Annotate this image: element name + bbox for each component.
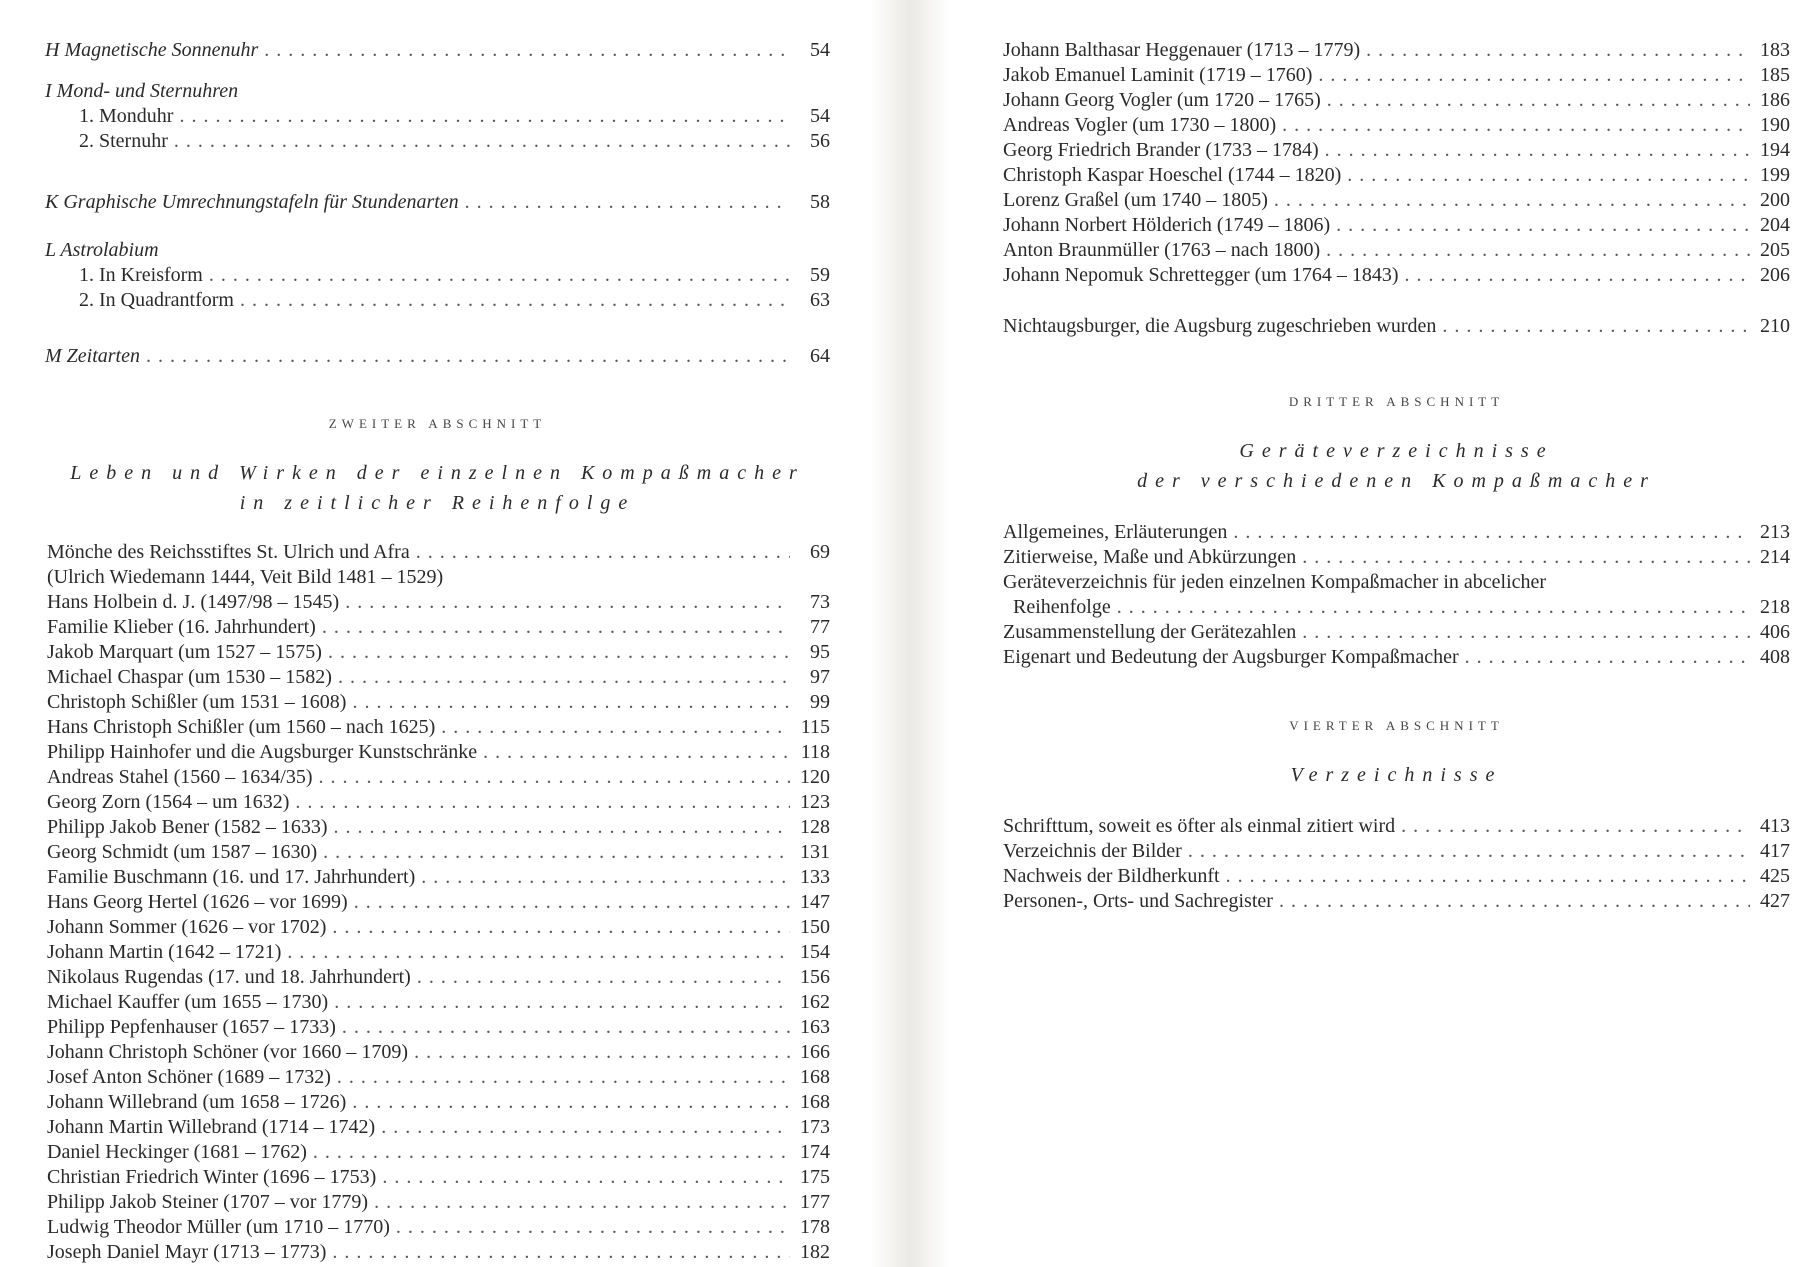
toc-entry <box>1003 88 1790 113</box>
toc-entry-text: 1. Monduhr <box>79 105 174 127</box>
toc-entry-text: 1. In Kreisform <box>79 264 203 286</box>
toc-entry <box>47 715 830 740</box>
toc-entry-text: 2. In Quadrantform <box>79 289 234 311</box>
toc-entry-list <box>47 590 830 1265</box>
toc-entry-page: 133 <box>800 866 830 888</box>
section-title-line2: in zeitlicher Reihenfolge <box>239 492 636 514</box>
dot-leader <box>1233 520 1750 545</box>
toc-entry-text: Lorenz Graßel (um 1740 – 1805) <box>1003 189 1268 211</box>
dot-leader <box>354 890 790 915</box>
dot-leader <box>295 790 790 815</box>
dot-leader <box>209 263 790 288</box>
toc-entry-text: Allgemeines, Erläuterungen <box>1003 521 1228 543</box>
toc-entry-page: 58 <box>810 191 830 213</box>
toc-entry-page: 173 <box>800 1116 830 1138</box>
toc-entry-text: Personen-, Orts- und Sachregister <box>1003 890 1273 912</box>
toc-entry-text: M Zeitarten <box>45 345 140 367</box>
toc-entry <box>1003 138 1790 163</box>
toc-entry-page: 128 <box>800 816 830 838</box>
toc-entry-page: 425 <box>1760 865 1790 887</box>
toc-entry-page: 73 <box>810 591 830 613</box>
toc-entry <box>47 1215 830 1240</box>
toc-entry-page: 162 <box>800 991 830 1013</box>
toc-entry-page: 150 <box>800 916 830 938</box>
toc-entry-text: Johann Georg Vogler (um 1720 – 1765) <box>1003 89 1321 111</box>
right-page <box>900 0 1800 1267</box>
toc-entry-page: 408 <box>1760 646 1790 668</box>
toc-entry <box>1003 814 1790 839</box>
toc-entry-page: 147 <box>800 891 830 913</box>
toc-entry-page: 123 <box>800 791 830 813</box>
toc-entry-i1 <box>45 104 830 129</box>
toc-entry-page: 185 <box>1760 64 1790 86</box>
toc-entry-text: Johann Martin Willebrand (1714 – 1742) <box>47 1116 376 1138</box>
dot-leader <box>1302 620 1750 645</box>
dot-leader <box>319 765 790 790</box>
dot-leader <box>146 344 790 369</box>
dot-leader <box>287 940 790 965</box>
toc-entry-text: Philipp Pepfenhauser (1657 – 1733) <box>47 1016 336 1038</box>
toc-entry-text: Johann Sommer (1626 – vor 1702) <box>47 916 327 938</box>
toc-entry <box>1003 263 1790 288</box>
dot-leader <box>174 129 790 154</box>
dot-leader <box>1465 645 1750 670</box>
toc-entry-text: Jakob Emanuel Laminit (1719 – 1760) <box>1003 64 1313 86</box>
toc-entry-text: H Magnetische Sonnenuhr <box>45 39 259 61</box>
toc-entry-text: Johann Willebrand (um 1658 – 1726) <box>47 1091 347 1113</box>
toc-entry <box>47 640 830 665</box>
dot-leader <box>1318 63 1750 88</box>
toc-entry <box>1003 188 1790 213</box>
toc-entry <box>47 665 830 690</box>
dot-leader <box>332 1240 790 1265</box>
toc-entry-text: Schrifttum, soweit es öfter als einmal zitiert wird <box>1003 815 1396 837</box>
dot-leader <box>416 540 790 565</box>
toc-entry-text: Nikolaus Rugendas (17. und 18. Jahrhundert) <box>47 966 411 988</box>
toc-entry-page: 200 <box>1760 189 1790 211</box>
toc-entry-page: 120 <box>800 766 830 788</box>
toc-entry <box>47 815 830 840</box>
toc-entry <box>47 690 830 715</box>
dot-leader <box>1336 213 1750 238</box>
toc-entry <box>1003 113 1790 138</box>
dot-leader <box>465 190 790 215</box>
toc-entry-text: Philipp Hainhofer und die Augsburger Kunstschränke <box>47 741 478 763</box>
toc-entry <box>47 1040 830 1065</box>
toc-entry-text: Christoph Schißler (um 1531 – 1608) <box>47 691 347 713</box>
toc-entry-page: 56 <box>810 130 830 152</box>
toc-entry-list <box>1003 814 1790 914</box>
toc-entry-text: Johann Balthasar Heggenauer (1713 – 1779) <box>1003 39 1361 61</box>
toc-entry-page: 182 <box>800 1241 830 1263</box>
toc-entry <box>47 1065 830 1090</box>
toc-entry-text: Anton Braunmüller (1763 – nach 1800) <box>1003 239 1321 261</box>
toc-entry <box>47 890 830 915</box>
toc-entry-page: 417 <box>1760 840 1790 862</box>
toc-entry-text: Nachweis der Bildherkunft <box>1003 865 1220 887</box>
toc-entry <box>47 540 830 565</box>
dot-leader <box>1117 595 1750 620</box>
toc-entry-page: 154 <box>800 941 830 963</box>
toc-entry-text: Eigenart und Bedeutung der Augsburger Kompaßmacher <box>1003 646 1459 668</box>
section-title-line2: der verschiedenen Kompaßmacher <box>1137 470 1656 492</box>
toc-entry <box>47 590 830 615</box>
dot-leader <box>1404 263 1750 288</box>
toc-entry-text: K Graphische Umrechnungstafeln für Stundenarten <box>45 191 459 213</box>
toc-entry-l1 <box>45 263 830 288</box>
dot-leader <box>337 1065 790 1090</box>
dot-leader <box>441 715 790 740</box>
dot-leader <box>342 1015 790 1040</box>
toc-entry-page: 190 <box>1760 114 1790 136</box>
toc-entry-text: Philipp Jakob Bener (1582 – 1633) <box>47 816 328 838</box>
toc-entry-text: Michael Kauffer (um 1655 – 1730) <box>47 991 329 1013</box>
dot-leader <box>421 865 790 890</box>
dot-leader <box>323 840 790 865</box>
toc-entry-page: 54 <box>810 39 830 61</box>
toc-entry-text: Michael Chaspar (um 1530 – 1582) <box>47 666 332 688</box>
toc-entry-text: Joseph Daniel Mayr (1713 – 1773) <box>47 1241 327 1263</box>
toc-entry <box>47 1015 830 1040</box>
toc-entry-text: Georg Friedrich Brander (1733 – 1784) <box>1003 139 1319 161</box>
section-label: DRITTER ABSCHNITT <box>1288 394 1505 409</box>
toc-entry <box>1003 620 1790 645</box>
toc-entry-page: 413 <box>1760 815 1790 837</box>
toc-entry-page: 183 <box>1760 39 1790 61</box>
toc-entry <box>1003 238 1790 263</box>
toc-entry-text: Verzeichnis der Bilder <box>1003 840 1182 862</box>
dot-leader <box>414 1040 790 1065</box>
toc-entry-text: Hans Christoph Schißler (um 1560 – nach 1625) <box>47 716 436 738</box>
toc-entry-text: Nichtaugsburger, die Augsburg zugeschrieben wurden <box>1003 315 1437 337</box>
toc-entry-text: Georg Zorn (1564 – um 1632) <box>47 791 290 813</box>
toc-entry-text: Andreas Vogler (um 1730 – 1800) <box>1003 114 1277 136</box>
toc-entry <box>47 1090 830 1115</box>
section-label: ZWEITER ABSCHNITT <box>328 416 547 431</box>
dot-leader <box>179 104 790 129</box>
dot-leader <box>1326 238 1750 263</box>
toc-entry-h <box>45 38 830 63</box>
toc-entry-l2 <box>45 288 830 313</box>
toc-entry-page: 95 <box>810 641 830 663</box>
toc-entry-text: Mönche des Reichsstiftes St. Ulrich und Afra <box>47 541 410 563</box>
toc-entry-page: 406 <box>1760 621 1790 643</box>
toc-entry-text: Familie Klieber (16. Jahrhundert) <box>47 616 316 638</box>
dot-leader <box>338 665 790 690</box>
toc-entry <box>1003 163 1790 188</box>
toc-entry-page: 194 <box>1760 139 1790 161</box>
dot-leader <box>313 1140 790 1165</box>
toc-entry-page: 99 <box>810 691 830 713</box>
dot-leader <box>1327 88 1750 113</box>
dot-leader <box>322 615 790 640</box>
toc-entry-page: 166 <box>800 1041 830 1063</box>
dot-leader <box>1347 163 1750 188</box>
toc-entry-page: 168 <box>800 1091 830 1113</box>
dot-leader <box>417 965 790 990</box>
dot-leader <box>352 690 790 715</box>
toc-entry <box>47 990 830 1015</box>
toc-entry-page: 64 <box>810 345 830 367</box>
toc-entry-page: 63 <box>810 289 830 311</box>
toc-entry <box>47 840 830 865</box>
dot-leader <box>382 1165 790 1190</box>
dot-leader <box>332 915 790 940</box>
dot-leader <box>1188 839 1750 864</box>
toc-entry-page: 59 <box>810 264 830 286</box>
toc-entry-text: Josef Anton Schöner (1689 – 1732) <box>47 1066 331 1088</box>
toc-entry-page: 97 <box>810 666 830 688</box>
toc-entry-text: Zitierweise, Maße und Abkürzungen <box>1003 546 1297 568</box>
toc-entry-note: (Ulrich Wiedemann 1444, Veit Bild 1481 – 1529) <box>47 566 444 588</box>
toc-entry <box>47 1140 830 1165</box>
toc-entry-text: Johann Norbert Hölderich (1749 – 1806) <box>1003 214 1331 236</box>
toc-entry <box>1003 595 1790 620</box>
toc-entry-page: 204 <box>1760 214 1790 236</box>
toc-entry <box>1003 545 1790 570</box>
toc-entry-page: 77 <box>810 616 830 638</box>
toc-entry-m <box>45 344 830 369</box>
toc-entry <box>47 1240 830 1265</box>
toc-entry-text: Johann Martin (1642 – 1721) <box>47 941 282 963</box>
toc-entry-text: Christoph Kaspar Hoeschel (1744 – 1820) <box>1003 164 1342 186</box>
toc-entry-text: 2. Sternuhr <box>79 130 168 152</box>
toc-entry-text: Reihenfolge <box>1013 596 1111 618</box>
toc-entry-text: Familie Buschmann (16. und 17. Jahrhundert) <box>47 866 416 888</box>
dot-leader <box>352 1090 790 1115</box>
dot-leader <box>264 38 790 63</box>
toc-entry <box>1003 63 1790 88</box>
dot-leader <box>334 990 790 1015</box>
toc-entry-page: 218 <box>1760 596 1790 618</box>
section-title: Leben und Wirken der einzelnen Kompaßmacher <box>70 462 805 484</box>
toc-entry-page: 69 <box>810 541 830 563</box>
dot-leader <box>1366 38 1750 63</box>
toc-entry <box>47 965 830 990</box>
toc-entry-page: 168 <box>800 1066 830 1088</box>
toc-entry-page: 163 <box>800 1016 830 1038</box>
dot-leader <box>1279 889 1750 914</box>
dot-leader <box>1302 545 1750 570</box>
toc-entry-text: Geräteverzeichnis für jeden einzelnen Kompaßmacher in abcelicher <box>1003 571 1547 593</box>
dot-leader <box>328 640 790 665</box>
dot-leader <box>374 1190 790 1215</box>
toc-entry-page: 210 <box>1760 315 1790 337</box>
toc-entry-page: 175 <box>800 1166 830 1188</box>
toc-entry <box>47 740 830 765</box>
toc-entry-page: 206 <box>1760 264 1790 286</box>
toc-entry <box>1003 839 1790 864</box>
toc-entry <box>47 915 830 940</box>
toc-entry <box>47 940 830 965</box>
toc-entry <box>1003 38 1790 63</box>
dot-leader <box>1226 864 1750 889</box>
dot-leader <box>1442 314 1750 339</box>
toc-entry-text: Zusammenstellung der Gerätezahlen <box>1003 621 1297 643</box>
toc-entry-text: Johann Christoph Schöner (vor 1660 – 1709) <box>47 1041 409 1063</box>
toc-entry-text: Hans Holbein d. J. (1497/98 – 1545) <box>47 591 340 613</box>
toc-entry-text: Andreas Stahel (1560 – 1634/35) <box>47 766 313 788</box>
toc-entry-page: 214 <box>1760 546 1790 568</box>
toc-entry <box>47 1165 830 1190</box>
toc-entry-page: 156 <box>800 966 830 988</box>
section-title: Verzeichnisse <box>1290 764 1503 786</box>
toc-entry-page: 427 <box>1760 890 1790 912</box>
toc-entry-page: 174 <box>800 1141 830 1163</box>
dot-leader <box>1274 188 1750 213</box>
dot-leader <box>334 815 790 840</box>
toc-entry-k <box>45 190 830 215</box>
toc-entry <box>1003 645 1790 670</box>
toc-entry-page: 115 <box>800 716 830 738</box>
toc-entry-text: Daniel Heckinger (1681 – 1762) <box>47 1141 307 1163</box>
toc-entry-page: 118 <box>800 741 830 763</box>
toc-entry-text: Jakob Marquart (um 1527 – 1575) <box>47 641 322 663</box>
toc-entry-page: 205 <box>1760 239 1790 261</box>
dot-leader <box>1325 138 1750 163</box>
dot-leader <box>483 740 790 765</box>
toc-entry-text: Ludwig Theodor Müller (um 1710 – 1770) <box>47 1216 390 1238</box>
section-title: Geräteverzeichnisse <box>1239 440 1554 462</box>
toc-entry-page: 54 <box>810 105 830 127</box>
toc-entry-i2 <box>45 129 830 154</box>
toc-entry-text: Georg Schmidt (um 1587 – 1630) <box>47 841 318 863</box>
dot-leader <box>381 1115 790 1140</box>
toc-entry <box>1003 520 1790 545</box>
toc-entry <box>1003 864 1790 889</box>
part-heading-l: L Astrolabium <box>45 239 159 261</box>
toc-entry-nichtaugsburger <box>1003 314 1790 339</box>
toc-entry-text: Christian Friedrich Winter (1696 – 1753) <box>47 1166 377 1188</box>
toc-entry-text: Johann Nepomuk Schrettegger (um 1764 – 1843) <box>1003 264 1399 286</box>
toc-entry-page: 213 <box>1760 521 1790 543</box>
dot-leader <box>1401 814 1750 839</box>
dot-leader <box>345 590 790 615</box>
toc-entry <box>47 1115 830 1140</box>
toc-entry-page: 178 <box>800 1216 830 1238</box>
toc-entry-page: 131 <box>800 841 830 863</box>
toc-entry-page: 177 <box>800 1191 830 1213</box>
toc-entry <box>47 765 830 790</box>
part-heading-i: I Mond- und Sternuhren <box>45 80 239 102</box>
toc-entry <box>1003 213 1790 238</box>
toc-entry <box>47 790 830 815</box>
toc-entry-page: 199 <box>1760 164 1790 186</box>
toc-entry <box>47 615 830 640</box>
toc-entry <box>1003 889 1790 914</box>
toc-entry <box>47 865 830 890</box>
toc-entry-text: Hans Georg Hertel (1626 – vor 1699) <box>47 891 348 913</box>
toc-entry-list <box>1003 38 1790 288</box>
dot-leader <box>1282 113 1750 138</box>
toc-entry <box>47 1190 830 1215</box>
toc-entry-page: 186 <box>1760 89 1790 111</box>
section-label: VIERTER ABSCHNITT <box>1289 718 1504 733</box>
toc-entry-text: Philipp Jakob Steiner (1707 – vor 1779) <box>47 1191 369 1213</box>
dot-leader <box>396 1215 790 1240</box>
dot-leader <box>240 288 790 313</box>
